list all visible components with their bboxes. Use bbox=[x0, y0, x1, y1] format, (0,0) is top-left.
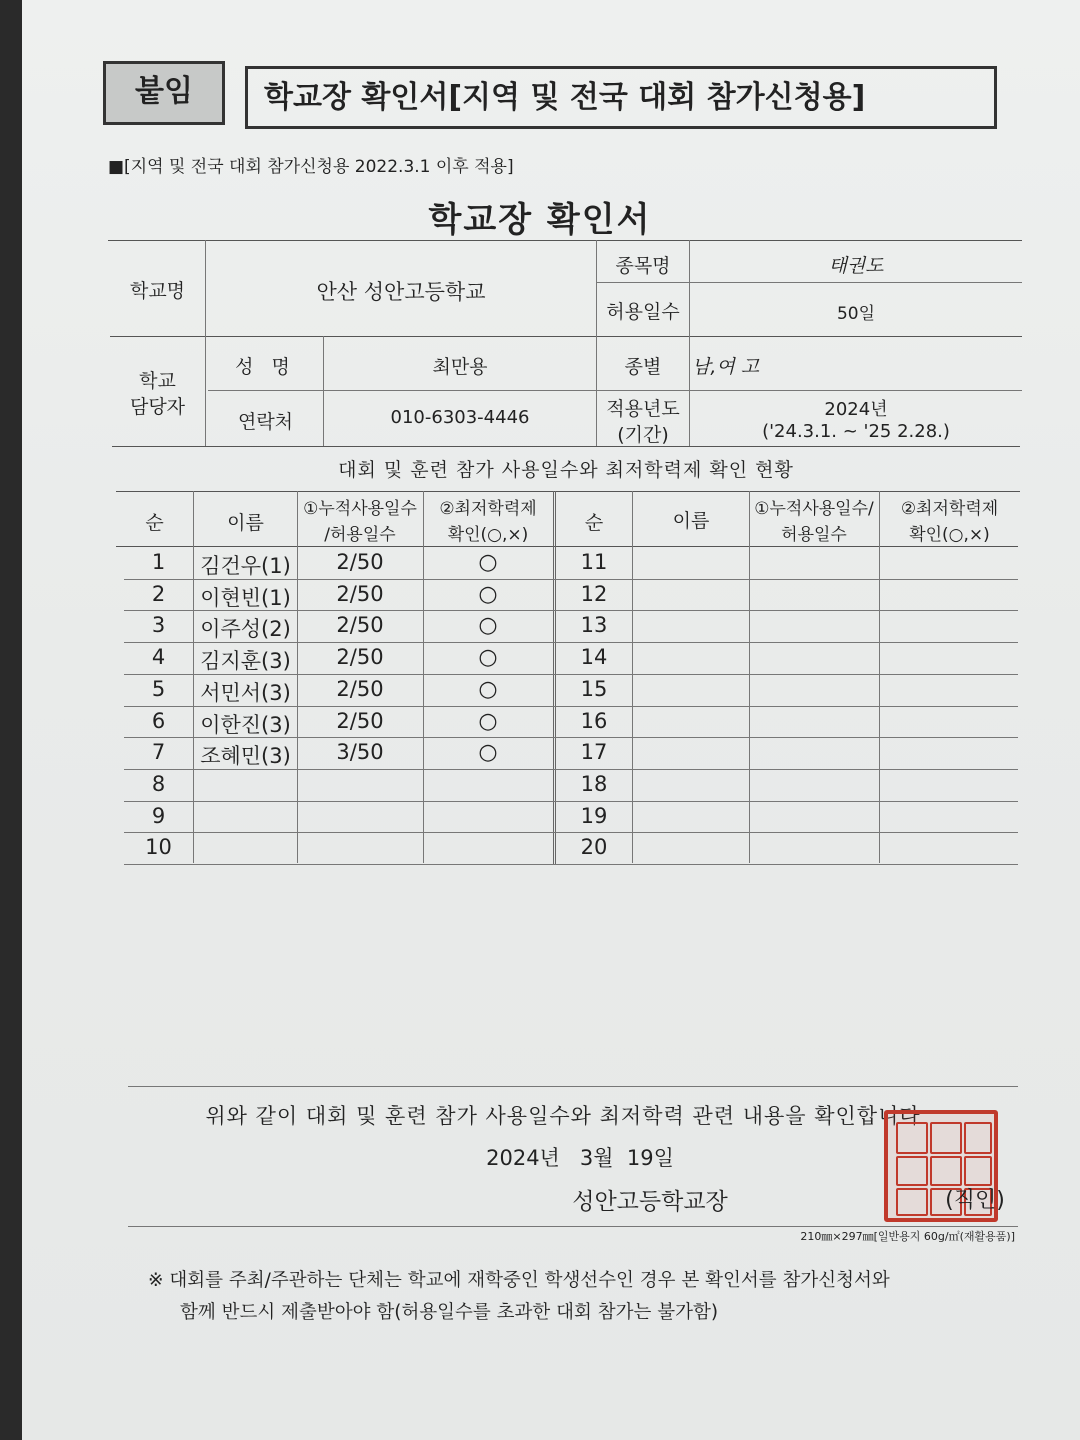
period-label-line2: (기간) bbox=[617, 424, 669, 446]
col-header-check-right-1: ②최저학력제 bbox=[900, 499, 999, 519]
notice-line-1: ※ 대회를 주최/주관하는 단체는 학교에 재학중인 학생선수인 경우 본 확인서를 참가신청서와 bbox=[148, 1270, 890, 1291]
document-heading: 학교장 확인서[지역 및 전국 대회 참가신청용] bbox=[245, 66, 997, 129]
row-number-right: 11 bbox=[580, 550, 608, 574]
student-name: 김건우(1) bbox=[200, 554, 291, 578]
school-name-value: 안산 성안고등학교 bbox=[316, 280, 486, 304]
academic-check-mark: ○ bbox=[478, 550, 498, 575]
row-number-right: 12 bbox=[580, 581, 608, 606]
col-header-check-left-2: 확인(○,×) bbox=[447, 525, 529, 545]
col-header-days-right-1: ①누적사용일수/ bbox=[754, 499, 874, 519]
row-number-right: 17 bbox=[580, 740, 608, 765]
confirmation-date: 2024년 3월 19일 bbox=[486, 1146, 674, 1170]
student-name: 이주성(2) bbox=[200, 617, 291, 642]
period-range: ('24.3.1. ~ '25 2.28.) bbox=[762, 421, 950, 442]
used-days: 2/50 bbox=[336, 581, 384, 606]
student-name: 김지훈(3) bbox=[200, 649, 291, 674]
academic-check-mark: ○ bbox=[478, 613, 498, 639]
category-label: 종별 bbox=[624, 356, 662, 378]
row-number-right: 15 bbox=[580, 676, 608, 701]
contact-label: 연락처 bbox=[237, 411, 294, 433]
col-header-days-left-2: /허용일수 bbox=[324, 525, 396, 545]
col-header-days-left-1: ①누적사용일수 bbox=[303, 499, 417, 519]
col-header-name-left: 이름 bbox=[227, 512, 264, 534]
col-header-days-right-2: 허용일수 bbox=[781, 525, 847, 545]
academic-check-mark: ○ bbox=[478, 708, 498, 734]
row-number-right: 18 bbox=[580, 771, 608, 796]
confirmation-statement: 위와 같이 대회 및 훈련 참가 사용일수와 최저학력 관련 내용을 확인합니다 bbox=[205, 1104, 921, 1128]
student-name: 이한진(3) bbox=[200, 712, 291, 737]
category-value: 남,여 고 bbox=[692, 356, 760, 378]
row-number-left: 7 bbox=[151, 740, 166, 765]
row-number-right: 13 bbox=[580, 613, 608, 638]
col-header-check-right-2: 확인(○,×) bbox=[909, 525, 990, 545]
row-number-right: 19 bbox=[580, 803, 608, 828]
academic-check-mark: ○ bbox=[478, 740, 498, 766]
used-days: 2/50 bbox=[336, 613, 384, 638]
row-number-right: 14 bbox=[580, 645, 608, 670]
academic-check-mark: ○ bbox=[478, 676, 498, 702]
seal-label: (직인) bbox=[945, 1188, 1005, 1213]
principal-title: 성안고등학교장 bbox=[572, 1189, 728, 1215]
allowed-days-label: 허용일수 bbox=[606, 301, 680, 323]
manager-name-label: 성 명 bbox=[235, 356, 296, 378]
row-number-left: 6 bbox=[151, 708, 166, 733]
used-days: 2/50 bbox=[336, 645, 384, 670]
sport-label: 종목명 bbox=[615, 255, 671, 277]
row-number-left: 5 bbox=[151, 676, 166, 701]
page-title: 학교장 확인서 bbox=[428, 200, 652, 240]
manager-label-line1: 학교 bbox=[139, 370, 176, 392]
allowed-days-value: 50일 bbox=[836, 304, 876, 324]
school-name-label: 학교명 bbox=[129, 280, 186, 302]
row-number-left: 3 bbox=[151, 613, 166, 638]
period-label-line1: 적용년도 bbox=[606, 398, 680, 420]
row-number-left: 2 bbox=[151, 581, 166, 606]
used-days: 2/50 bbox=[336, 676, 384, 701]
period-year: 2024년 bbox=[824, 399, 888, 420]
student-name: 서민서(3) bbox=[200, 680, 291, 705]
student-name: 이현빈(1) bbox=[200, 585, 291, 610]
row-number-left: 10 bbox=[145, 835, 172, 860]
manager-label-line2: 담당자 bbox=[129, 396, 186, 418]
sport-value: 태권도 bbox=[828, 255, 884, 277]
col-header-no-right: 순 bbox=[584, 512, 604, 534]
academic-check-mark: ○ bbox=[478, 581, 498, 607]
manager-name-value: 최만용 bbox=[432, 356, 488, 378]
used-days: 3/50 bbox=[336, 740, 384, 765]
applicability-note: ■[지역 및 전국 대회 참가신청용 2022.3.1 이후 적용] bbox=[108, 157, 514, 177]
row-number-right: 16 bbox=[580, 708, 608, 733]
row-number-right: 20 bbox=[580, 835, 608, 860]
col-header-name-right: 이름 bbox=[672, 510, 710, 532]
notice-line-2: 함께 반드시 제출받아야 함(허용일수를 초과한 대회 참가는 불가함) bbox=[180, 1302, 719, 1323]
used-days: 2/50 bbox=[336, 708, 384, 733]
row-number-left: 9 bbox=[151, 803, 166, 828]
used-days: 2/50 bbox=[336, 550, 384, 574]
col-header-check-left-1: ②최저학력제 bbox=[439, 499, 537, 519]
academic-check-mark: ○ bbox=[478, 645, 498, 671]
row-number-left: 4 bbox=[151, 645, 166, 670]
paper-spec: 210㎜×297㎜[일반용지 60g/㎡(재활용품)] bbox=[800, 1230, 1015, 1243]
contact-value: 010-6303-4446 bbox=[390, 407, 530, 428]
student-name: 조혜민(3) bbox=[200, 744, 291, 769]
row-number-left: 1 bbox=[151, 550, 166, 574]
status-section-title: 대회 및 훈련 참가 사용일수와 최저학력제 확인 현황 bbox=[338, 459, 794, 481]
col-header-no-left: 순 bbox=[145, 512, 164, 534]
row-number-left: 8 bbox=[151, 771, 166, 796]
attachment-tag: 붙임 bbox=[103, 61, 225, 125]
